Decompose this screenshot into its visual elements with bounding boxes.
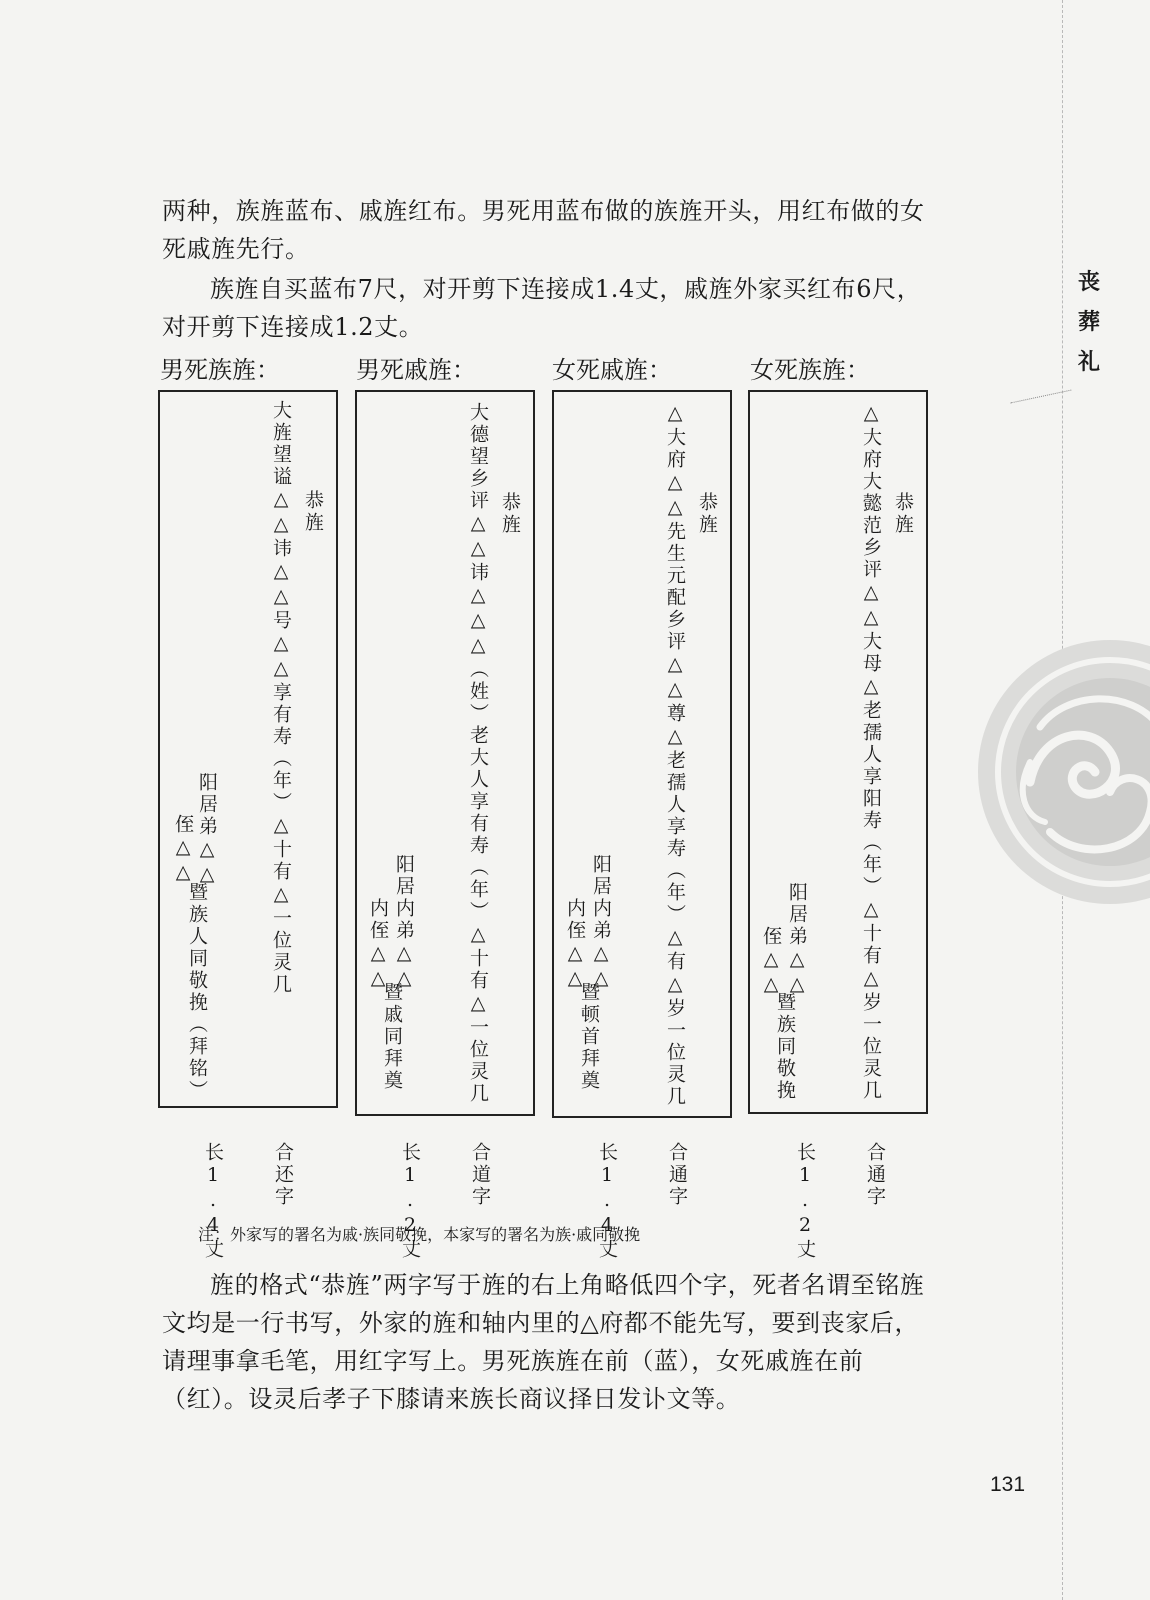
side-chapter-title — [1074, 262, 1104, 382]
banner-box-male-clan — [158, 390, 338, 1108]
banner-sign-left: 侄△△ — [172, 814, 194, 886]
banner-length: 长1.2丈 — [794, 1142, 816, 1261]
banner-title-male-clan: 男死族旌： — [160, 356, 280, 384]
paragraph-cloth-length: 族旌自买蓝布7尺，对开剪下连接成1.4丈，戚旌外家买红布6尺，对开剪下连接成1.2丈。 — [162, 275, 922, 341]
page-number: 131 — [990, 1473, 1026, 1496]
banner-sign-tail: 暨戚同拜奠 — [381, 982, 403, 1092]
banner-title-male-kin: 男死戚旌： — [356, 356, 476, 384]
side-title-char: 礼 — [1077, 349, 1100, 375]
side-title-char: 丧 — [1077, 269, 1100, 295]
banner-gongjing: 恭旌 — [302, 490, 324, 534]
banner-length: 长1.2丈 — [399, 1142, 421, 1261]
banner-sign-tail: 暨顿首拜奠 — [578, 982, 600, 1092]
side-title-char: 葬 — [1077, 309, 1100, 335]
banner-sign-right: 阳居弟△△ — [196, 772, 218, 888]
banner-gongjing: 恭旌 — [499, 492, 521, 536]
banner-sign-tail: 暨族人同敬挽（拜铭） — [186, 882, 208, 1102]
banner-char-rule: 合道字 — [469, 1142, 491, 1208]
banner-gongjing: 恭旌 — [892, 492, 914, 536]
banner-main-text: △大府△△先生元配乡评△△尊△老孺人享寿（年）△有△岁一位灵几 — [664, 402, 686, 1108]
paragraph-format-rules: 旌的格式“恭旌”两字写于旌的右上角略低四个字，死者名谓至铭旌文均是一行书写，外家的旌和轴内里的△府都不能先写，要到丧家后，请理事拿毛笔，用红字写上。男死族旌在前（蓝），女死戚旌在前（红）。设灵后孝子下膝请来族长商议择日发讣文等。 — [162, 1271, 925, 1413]
banner-gongjing: 恭旌 — [696, 492, 718, 536]
banner-box-male-kin — [355, 390, 535, 1116]
banner-sign-right: 阳居内弟△△ — [590, 854, 612, 992]
paragraph-intro: 两种，族旌蓝布、戚旌红布。男死用蓝布做的族旌开头，用红布做的女死戚旌先行。 — [162, 197, 925, 263]
banner-length: 长1.4丈 — [202, 1142, 224, 1261]
banner-char-rule: 合通字 — [864, 1142, 886, 1208]
banner-sign-left: 内侄△△ — [367, 898, 389, 992]
banner-box-female-clan — [748, 390, 928, 1114]
banner-sign-right: 阳居弟△△ — [786, 882, 808, 998]
banner-title-female-clan: 女死族旌： — [750, 356, 870, 384]
figure-note: 注：外家写的署名为戚·族同敬挽，本家写的署名为族·戚同敬挽 — [198, 1225, 641, 1244]
cloud-ornament-icon — [970, 632, 1150, 912]
banner-char-rule: 合通字 — [666, 1142, 688, 1208]
banner-main-text: 大旌望谥△△讳△△号△△享有寿（年）△十有△一位灵几 — [270, 400, 292, 996]
banner-sign-left: 内侄△△ — [564, 898, 586, 992]
banner-box-female-kin — [552, 390, 732, 1118]
banner-title-female-kin: 女死戚旌： — [552, 356, 672, 384]
banner-main-text: 大德望乡评△△讳△△△（姓）老大人享有寿（年）△十有△一位灵几 — [467, 402, 489, 1105]
banner-char-rule: 合还字 — [272, 1142, 294, 1208]
banner-sign-right: 阳居内弟△△ — [393, 854, 415, 992]
banner-length: 长1.4丈 — [596, 1142, 618, 1261]
banner-sign-left: 侄△△ — [760, 926, 782, 998]
banner-main-text: △大府大懿范乡评△△大母△老孺人享阳寿（年）△十有△岁一位灵几 — [860, 402, 882, 1102]
banner-sign-tail: 暨族同敬挽 — [774, 992, 796, 1102]
